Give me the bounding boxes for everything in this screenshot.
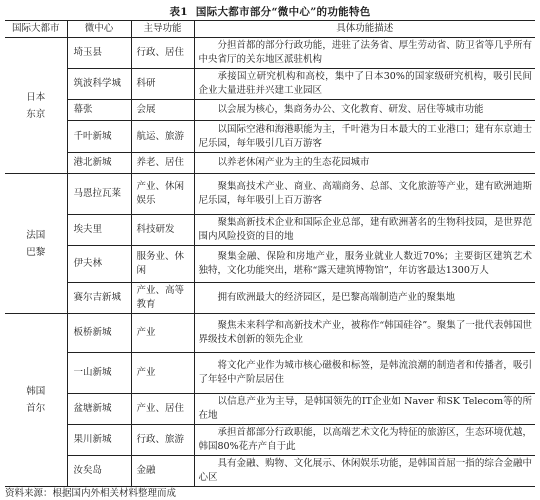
description-cell: 具有金融、购物、文化展示、休闲娱乐功能，是韩国首屈一指的综合金融中心区	[194, 456, 535, 487]
center-cell: 赛尔吉新城	[67, 283, 131, 314]
function-cell: 科研	[131, 69, 194, 100]
table-row	[5, 394, 535, 425]
table-row	[5, 174, 535, 215]
center-cell: 千叶新城	[67, 121, 131, 153]
table-row	[5, 425, 535, 456]
description-cell: 聚集高技术产业、商业、高端商务、总部、文化旅游等产业，建有欧洲迪斯尼乐园，每年吸引上百万游客	[194, 174, 535, 215]
function-cell: 养老、居住	[131, 153, 194, 174]
table-row	[5, 100, 535, 121]
center-cell: 板桥新城	[67, 314, 131, 353]
function-cell: 科技研发	[131, 215, 194, 246]
region-label-line: 法国	[26, 229, 46, 241]
region-label-line: 东京	[26, 108, 46, 120]
center-cell: 埼玉县	[67, 38, 131, 69]
function-cell: 产业、居住	[131, 394, 194, 425]
description-cell: 承担首都部分行政职能，以高端艺术文化为特征的旅游区，生态环境优越，韩国80%花卉产自于此	[194, 425, 535, 456]
table-row	[5, 283, 535, 314]
function-cell: 产业、休闲娱乐	[131, 174, 194, 215]
center-cell: 筑波科学城	[67, 69, 131, 100]
table-title: 国际大都市部分“微中心”的功能特色	[195, 6, 371, 18]
description-cell: 以国际空港和海港职能为主，千叶港为日本最大的工业港口；建有东京迪士尼乐园，每年吸引几百万游客	[194, 121, 535, 153]
description-cell: 聚集高新技术企业和国际企业总部，建有欧洲著名的生物科技园，是世界范围内风险投资的目的地	[194, 215, 535, 246]
center-cell: 果川新城	[67, 425, 131, 456]
center-cell: 幕张	[67, 100, 131, 121]
description-cell: 以信息产业为主导，是韩国领先的IT企业如 Naver 和SK Telecom等的所在地	[194, 394, 535, 425]
table-row	[5, 153, 535, 174]
table-number: 表1	[169, 6, 188, 18]
description-cell: 聚焦未来科学和高新技术产业，被称作“韩国硅谷”。聚集了一批代表韩国世界级技术创新的领先企业	[194, 314, 535, 353]
source-note: 资料来源：根据国内外相关材料整理而成	[5, 488, 177, 499]
function-cell: 行政、居住	[131, 38, 194, 69]
center-cell: 港北新城	[67, 153, 131, 174]
region-label-line: 日本	[26, 91, 46, 103]
region-label-line: 巴黎	[26, 246, 46, 258]
description-cell: 拥有欧洲最大的经济园区，是巴黎高端制造产业的聚集地	[194, 283, 535, 314]
center-cell: 一山新城	[67, 353, 131, 394]
header-description: 具体功能描述	[194, 21, 535, 38]
region-label-line: 韩国	[26, 386, 46, 397]
function-cell: 产业	[131, 353, 194, 394]
table-row	[5, 353, 535, 394]
table-row	[5, 121, 535, 153]
header-row	[5, 21, 535, 38]
description-cell: 以养老休闲产业为主的生态花园城市	[194, 153, 535, 174]
table-row	[5, 246, 535, 283]
description-cell: 分担首都的部分行政功能，进驻了法务省、厚生劳动省、防卫省等几乎所有中央省厅的关东地区派驻机构	[194, 38, 535, 69]
center-cell: 马恩拉瓦莱	[67, 174, 131, 215]
center-cell: 伊夫林	[67, 246, 131, 283]
table-row	[5, 215, 535, 246]
region-cell-tokyo	[5, 38, 67, 174]
function-cell: 金融	[131, 456, 194, 487]
table-caption	[0, 4, 540, 19]
header-function: 主导功能	[131, 21, 194, 38]
region-label-line: 首尔	[26, 403, 46, 414]
function-cell: 行政、旅游	[131, 425, 194, 456]
table-row	[5, 314, 535, 353]
center-cell: 埃夫里	[67, 215, 131, 246]
description-cell: 聚集金融、保险和房地产业，服务业就业人数近70%；主要街区建筑艺术独特，文化功能突出，堪称“露天建筑博物馆”，年访客最达1300万人	[194, 246, 535, 283]
center-cell: 汝矣岛	[67, 456, 131, 487]
table-row	[5, 456, 535, 487]
table-row	[5, 38, 535, 69]
region-cell-paris	[5, 174, 67, 314]
description-cell: 将文化产业作为城市核心磁极和标签，是韩流浪潮的制造者和传播者，吸引了年轻中产阶层居住	[194, 353, 535, 394]
region-cell-seoul	[5, 314, 67, 487]
center-cell: 盆塘新城	[67, 394, 131, 425]
function-cell: 产业、高等教育	[131, 283, 194, 314]
function-table	[5, 20, 535, 487]
description-cell: 以会展为核心，集商务办公、文化教育、研发、居住等城市功能	[194, 100, 535, 121]
function-cell: 航运、旅游	[131, 121, 194, 153]
header-region: 国际大都市	[5, 21, 67, 38]
function-cell: 服务业、休闲	[131, 246, 194, 283]
description-cell: 承接国立研究机构和高校，集中了日本30%的国家级研究机构，吸引民间企业大量进驻并兴建工业园区	[194, 69, 535, 100]
function-cell: 会展	[131, 100, 194, 121]
function-cell: 产业	[131, 314, 194, 353]
header-center: 微中心	[67, 21, 131, 38]
table-row	[5, 69, 535, 100]
